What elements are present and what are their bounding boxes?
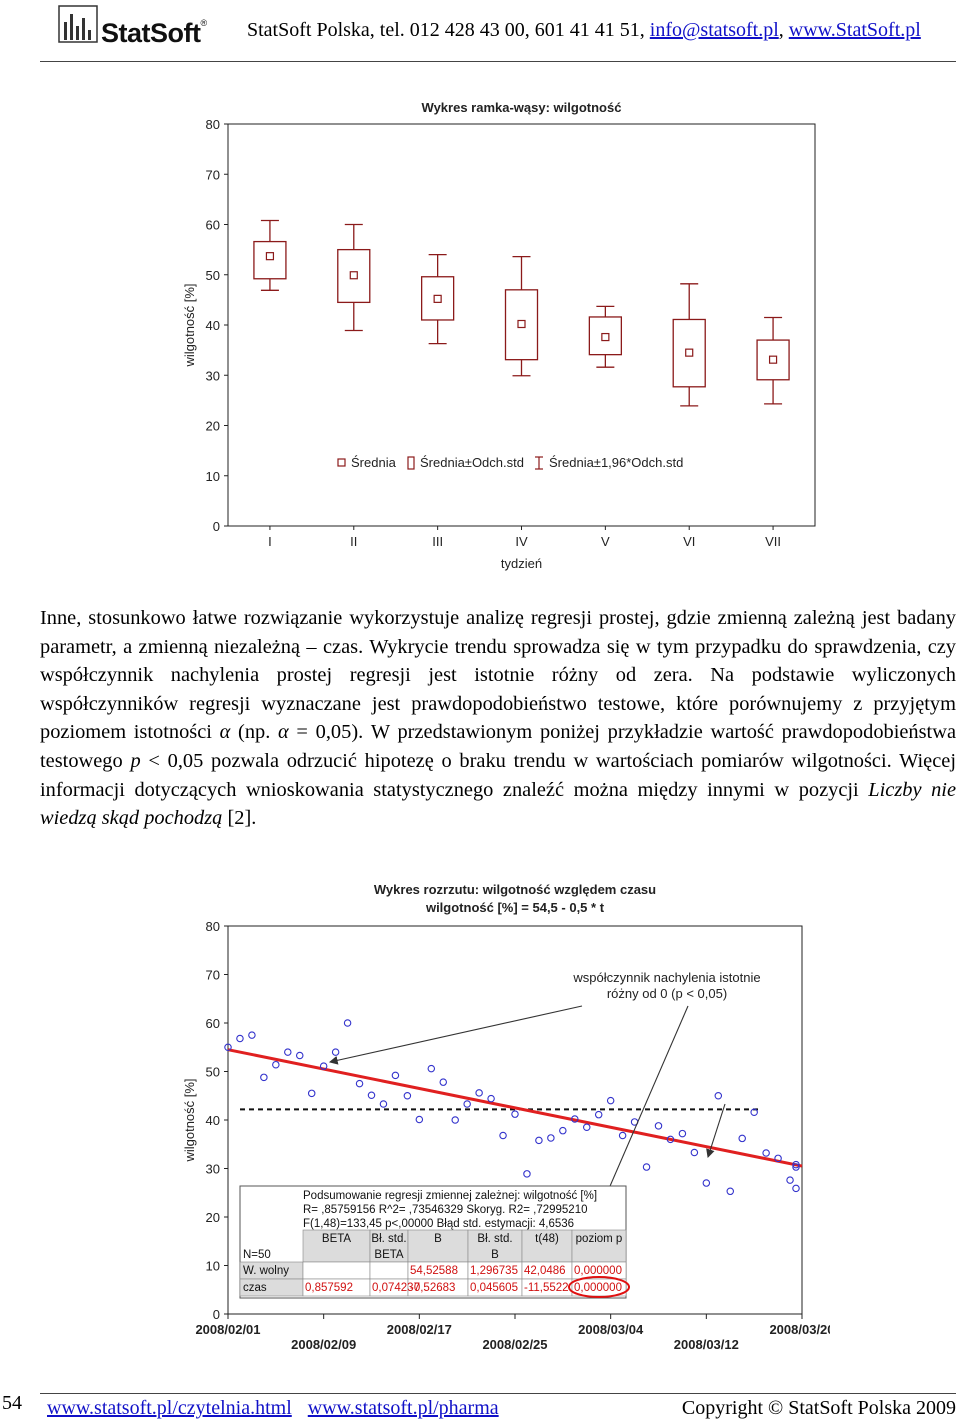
y-tick-label: 50: [205, 1064, 220, 1080]
regression-line: [228, 1050, 802, 1166]
mean-marker: [686, 349, 693, 356]
data-point: [548, 1135, 554, 1141]
data-point: [560, 1127, 566, 1133]
y-tick-label: 70: [205, 967, 220, 983]
contact-text: StatSoft Polska, tel. 012 428 43 00, 601 41 41 51,: [247, 19, 650, 41]
annotation-text: różny od 0 (p < 0,05): [606, 986, 728, 1001]
brand-name: StatSoft®: [101, 18, 207, 48]
table-cell-value: 0,857592: [305, 1282, 353, 1294]
table-header: B: [434, 1233, 442, 1245]
footer-links: [47, 1397, 515, 1420]
data-point: [440, 1079, 446, 1085]
table-cell-value: 54,52588: [410, 1265, 458, 1277]
y-tick-label: 20: [205, 418, 220, 434]
data-point: [655, 1123, 661, 1129]
annotation-arrow: [330, 1006, 582, 1062]
mean-marker: [518, 320, 525, 327]
data-point: [596, 1111, 602, 1117]
data-point: [416, 1116, 422, 1122]
table-cell-value: 0,000000: [574, 1282, 622, 1294]
table-header: Bł. std.: [371, 1233, 407, 1245]
x-tick-label: I: [268, 534, 272, 549]
mean-marker: [350, 272, 357, 279]
x-tick-label: 2008/03/20: [769, 1322, 830, 1337]
sd-box: [673, 319, 705, 386]
y-tick-label: 80: [205, 919, 220, 934]
table-header: poziom p: [575, 1233, 623, 1245]
y-tick-label: 30: [205, 368, 220, 384]
data-point: [368, 1092, 374, 1098]
mean-marker: [266, 253, 273, 260]
contact-line: StatSoft Polska, tel. 012 428 43 00, 601 41 41 51, info@statsoft.pl, www.StatSoft.pl: [247, 19, 921, 41]
sd-box: [757, 340, 789, 380]
data-point: [536, 1137, 542, 1143]
data-point: [285, 1049, 291, 1055]
scatter-svg: [170, 872, 830, 1362]
data-point: [643, 1164, 649, 1170]
x-tick-label: 2008/03/04: [578, 1322, 644, 1337]
data-point: [452, 1117, 458, 1123]
x-tick-label: 2008/02/01: [195, 1322, 261, 1337]
table-header: B: [491, 1249, 499, 1261]
summary-stats: R= ,85759156 R^2= ,73546329 Skoryg. R2= ,72995210: [303, 1204, 588, 1216]
book-title: Liczby nie wiedzą skąd pochodzą: [40, 778, 956, 830]
y-tick-label: 30: [205, 1161, 220, 1177]
y-tick-label: 50: [205, 267, 220, 283]
y-tick-label: 20: [205, 1210, 220, 1225]
data-point: [392, 1072, 398, 1078]
table-cell-value: 0,000000: [574, 1265, 622, 1277]
page-number: 54: [2, 1392, 22, 1414]
y-tick-label: 0: [212, 1307, 220, 1322]
x-tick-label: VII: [765, 534, 782, 549]
y-tick-label: 40: [205, 1113, 220, 1128]
legend-sd-icon: [408, 457, 414, 469]
data-point: [273, 1062, 279, 1068]
annotation-text: współczynnik nachylenia istotnie: [573, 970, 761, 985]
x-tick-label: 2008/02/25: [482, 1337, 548, 1352]
table-header: BETA: [374, 1249, 404, 1261]
legend-mean-icon: [338, 459, 345, 466]
data-point: [500, 1132, 506, 1138]
table-header: N=50: [243, 1249, 271, 1261]
table-header: Bł. std.: [477, 1233, 513, 1245]
data-point: [703, 1180, 709, 1186]
x-tick-label: V: [601, 534, 610, 549]
data-point: [476, 1090, 482, 1096]
x-tick-label: III: [432, 534, 444, 549]
x-tick-label: 2008/02/09: [291, 1337, 357, 1352]
table-header: t(48): [535, 1233, 559, 1245]
boxplot-chart: [170, 92, 830, 582]
summary-title: Podsumowanie regresji zmiennej zależnej: wilgotność [%]: [303, 1190, 598, 1202]
table-cell-value: 0,045605: [470, 1282, 518, 1294]
footer-divider: [40, 1393, 956, 1394]
table-cell-value: czas: [243, 1282, 267, 1294]
data-point: [691, 1149, 697, 1155]
table-cell-value: 42,0486: [524, 1265, 566, 1277]
data-point: [464, 1101, 470, 1107]
statsoft-logo-icon: [57, 4, 101, 46]
table-cell-value: -11,5522: [524, 1282, 569, 1294]
scatter-chart: [170, 872, 830, 1362]
legend-sd-label: Średnia±Odch.std: [420, 455, 524, 470]
data-point: [584, 1124, 590, 1130]
boxplot-svg: [170, 92, 830, 582]
data-point: [237, 1035, 243, 1041]
email-link[interactable]: info@statsoft.pl: [649, 19, 779, 41]
data-point: [428, 1065, 434, 1071]
table-cell: [370, 1262, 408, 1279]
data-point: [787, 1177, 793, 1183]
data-point: [356, 1080, 362, 1086]
y-tick-label: 10: [205, 468, 220, 484]
mean-marker: [770, 356, 777, 363]
sd-box: [422, 277, 454, 320]
chart-title: Wykres rozrzutu: wilgotność względem czasu: [373, 882, 657, 897]
mean-marker: [434, 295, 441, 302]
table-cell-value: 1,296735: [470, 1265, 518, 1277]
data-point: [297, 1052, 303, 1058]
mean-marker: [602, 334, 609, 341]
data-point: [715, 1093, 721, 1099]
table-header: BETA: [321, 1233, 352, 1245]
data-point: [380, 1101, 386, 1107]
data-point: [488, 1095, 494, 1101]
body-paragraph: Inne, stosunkowo łatwe rozwiązanie wykorzystuje analizę regresji prostej, gdzie zmienną zależną jest badany parametr, a zmienną niezależną – czas. Wykrycie trendu sprowadza się w tym przypadku do sprawdzenia, czy współczynnik nachylenia prostej regresji jest istotnie różny od zera. Na podstawie wyliczonych współczynników regresji wyznaczane jest prawdopodobieństwo testowe, które porównujemy z przyjętym poziomem istotności α (np. α = 0,05). W przedstawionym poniżej przykładzie wartość prawdopodobieństwa testowego p < 0,05 pozwala odrzucić hipotezę o braku trendu w wartościach pomiarów wilgotności. Więcej informacji dotyczących wnioskowania statystycznego znaleźć można między innymi w pozycji Liczby nie wiedzą skąd pochodzą [2].: [40, 607, 956, 830]
y-tick-label: 60: [205, 1016, 220, 1031]
table-cell-value: W. wolny: [243, 1265, 290, 1277]
data-point: [249, 1032, 255, 1038]
sd-box: [589, 317, 621, 355]
footer-link-czytelnia[interactable]: www.statsoft.pl/czytelnia.html: [47, 1397, 292, 1419]
header-divider: [40, 61, 956, 62]
table-cell-value: 0,074237: [372, 1282, 420, 1294]
data-point: [332, 1049, 338, 1055]
table-cell: [303, 1262, 370, 1279]
footer-link-pharma[interactable]: www.statsoft.pl/pharma: [307, 1397, 499, 1419]
y-tick-label: 60: [205, 217, 220, 233]
page-header: [0, 0, 960, 62]
data-point: [512, 1111, 518, 1117]
x-tick-label: VI: [683, 534, 696, 549]
x-tick-label: IV: [515, 534, 528, 549]
y-tick-label: 70: [205, 167, 220, 183]
x-axis-label: tydzień: [500, 556, 543, 571]
data-point: [679, 1130, 685, 1136]
data-point: [309, 1090, 315, 1096]
data-point: [404, 1093, 410, 1099]
data-point: [619, 1132, 625, 1138]
copyright: Copyright © StatSoft Polska 2009: [681, 1397, 956, 1419]
y-tick-label: 80: [205, 117, 220, 132]
summary-stats: F(1,48)=133,45 p<,00000 Błąd std. estymacji: 4,6536: [303, 1218, 575, 1230]
x-tick-label: 2008/03/12: [673, 1337, 739, 1352]
table-cell-value: -0,52683: [410, 1282, 456, 1294]
sd-box: [338, 250, 370, 303]
legend-mean-label: Średnia: [351, 455, 396, 470]
sd-box: [506, 290, 538, 360]
data-point: [261, 1074, 267, 1080]
y-tick-label: 0: [212, 519, 220, 534]
y-axis-label: wilgotność [%]: [182, 283, 197, 367]
chart-subtitle: wilgotność [%] = 54,5 - 0,5 * t: [425, 900, 605, 915]
chart-title: Wykres ramka-wąsy: wilgotność: [421, 100, 622, 115]
x-tick-label: II: [350, 534, 358, 549]
website-link[interactable]: www.StatSoft.pl: [788, 19, 921, 41]
data-point: [344, 1020, 350, 1026]
y-tick-label: 40: [205, 318, 220, 333]
data-point: [763, 1150, 769, 1156]
data-point: [524, 1171, 530, 1177]
y-axis-label: wilgotność [%]: [182, 1078, 197, 1162]
data-point: [607, 1097, 613, 1103]
x-tick-label: 2008/02/17: [386, 1322, 452, 1337]
data-point: [739, 1135, 745, 1141]
statsoft-logo: [57, 4, 237, 46]
data-point: [727, 1188, 733, 1194]
y-tick-label: 10: [205, 1258, 220, 1274]
data-point: [793, 1185, 799, 1191]
legend-whisker-label: Średnia±1,96*Odch.std: [549, 455, 684, 470]
